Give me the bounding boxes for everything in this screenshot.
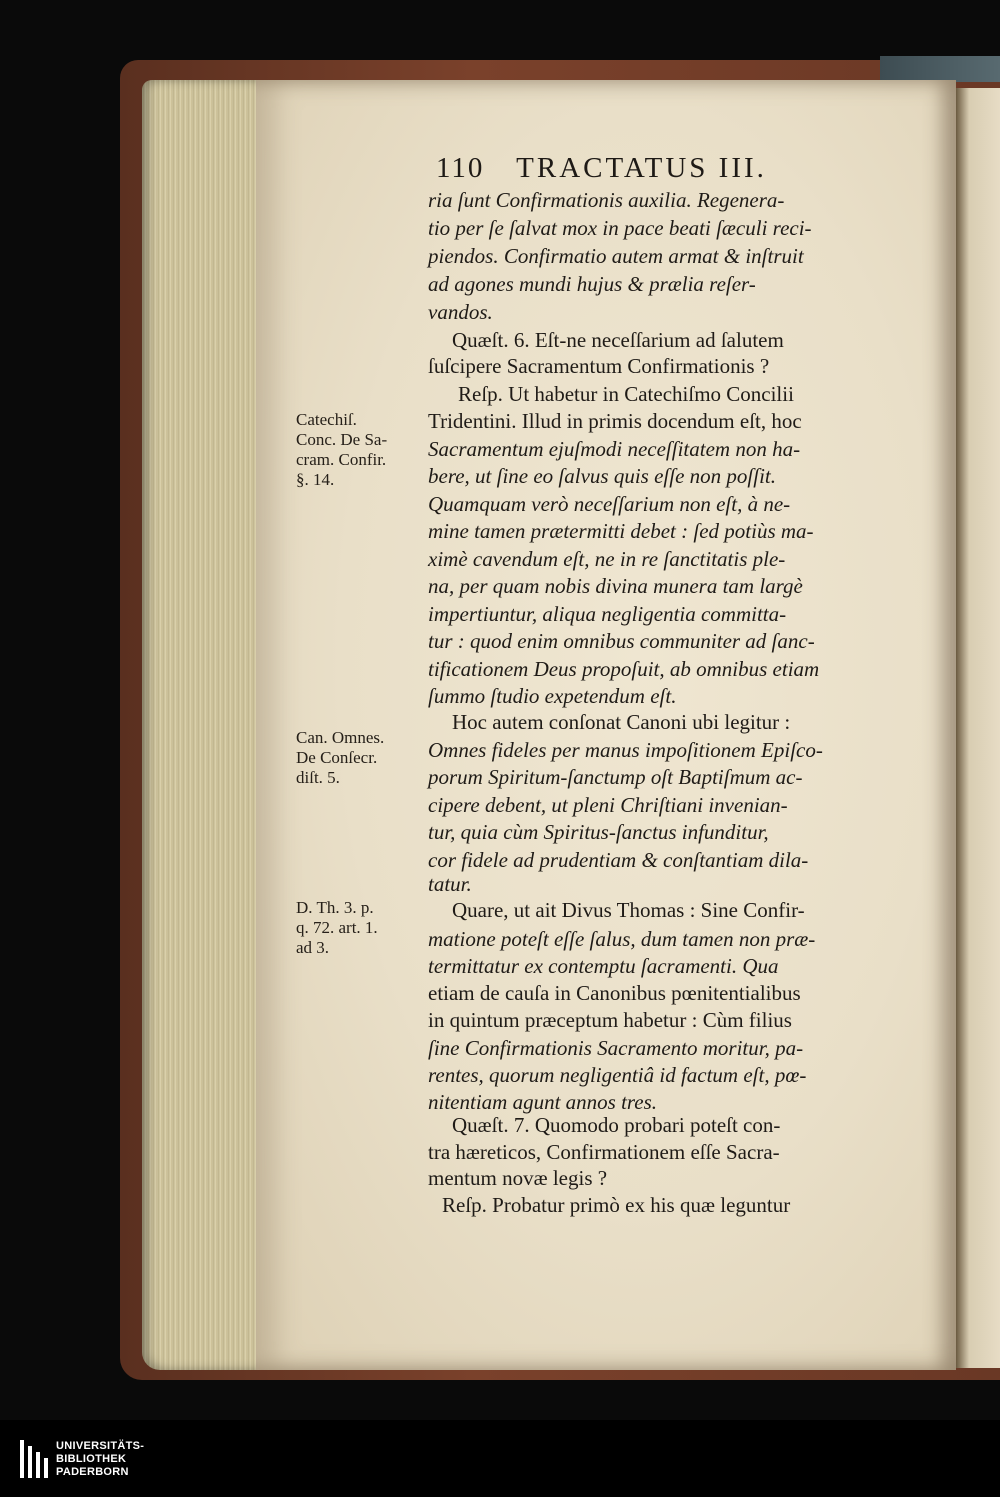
marginal-line: Conc. De Sa- [296,430,388,449]
text-line: in quintum præceptum habetur : Cùm filius [428,1008,792,1032]
text-line: cor fidele ad prudentiam & conſtantiam dila- [428,848,809,872]
text-line: matione poteſt eſſe ſalus, dum tamen non præ- [428,927,816,951]
text-line: na, per quam nobis divina munera tam largè [428,574,803,598]
text-line: Reſp. Ut habetur in Catechiſmo Concilii [458,382,794,406]
text-line: nitentiam agunt annos tres. [428,1090,658,1114]
text-line: termittatur ex contemptu ſacramenti. Qua [428,954,779,978]
marginal-note [296,898,378,958]
text-line: Sacramentum ejuſmodi neceſſitatem non ha- [428,437,801,461]
text-line: impertiuntur, aliqua negligentia committa- [428,602,787,626]
text-line: mentum novæ legis ? [428,1166,608,1190]
text-line: cipere debent, ut pleni Chriſtiani invenian- [428,793,788,817]
marginal-line: De Conſecr. [296,748,378,767]
text-line: ria ſunt Confirmationis auxilia. Regenera- [428,188,785,212]
text-line: ſuſcipere Sacramentum Confirmationis ? [428,354,770,378]
marginal-note [296,728,384,788]
marginal-line: Catechiſ. [296,410,357,429]
text-line: ximè cavendum eſt, ne in re ſanctitatis ple- [428,547,786,571]
text-line: vandos. [428,300,493,324]
text-line: etiam de cauſa in Canonibus pœnitentialibus [428,981,801,1005]
text-line: tio per ſe ſalvat mox in pace beati ſæculi reci- [428,216,812,240]
text-line: tificationem Deus propoſuit, ab omnibus etiam [428,657,820,681]
marginal-line: ad 3. [296,938,330,957]
marginal-line: §. 14. [296,470,335,489]
text-line: Quare, ut ait Divus Thomas : Sine Confir- [452,898,805,922]
marginal-line: cram. Confir. [296,450,387,469]
running-head [436,152,767,185]
text-line: tatur. [428,872,472,896]
facing-page-edge [956,88,1000,1368]
text-line: Tridentini. Illud in primis docendum eſt, hoc [428,409,802,433]
marginal-line: D. Th. 3. p. [296,898,374,917]
library-name-line: BIBLIOTHEK [56,1453,127,1465]
marginal-note [296,410,387,490]
page-block-edge [142,80,260,1370]
text-line: Reſp. Probatur primò ex his quæ leguntur [442,1193,791,1217]
text-line: tur : quod enim omnibus communiter ad ſanc- [428,629,815,653]
cover-edge-right [880,56,1000,82]
text-line: bere, ut ſine eo ſalvus quis eſſe non poſſit. [428,464,776,488]
marginal-line: diſt. 5. [296,768,340,787]
text-line: piendos. Confirmatio autem armat & inſtruit [428,244,804,268]
text-line: tra hæreticos, Confirmationem eſſe Sacra- [428,1140,780,1164]
text-line: mine tamen prætermitti debet : ſed potiùs ma- [428,519,814,543]
text-line: Quamquam verò neceſſarium non eſt, à ne- [428,492,791,516]
footer-bar [0,1420,1000,1497]
text-line: Hoc autem conſonat Canoni ubi legitur : [452,710,791,734]
library-name-line: PADERBORN [56,1466,129,1478]
marginal-line: Can. Omnes. [296,728,385,747]
text-line: tur, quia cùm Spiritus-ſanctus infunditur, [428,820,769,844]
text-line: Quæſt. 6. Eſt-ne neceſſarium ad ſalutem [452,328,784,352]
text-line: ſummo ſtudio expetendum eſt. [428,684,677,708]
library-name-line: UNIVERSITÄTS- [56,1440,145,1452]
text-line: Omnes fideles per manus impoſitionem Epiſco- [428,738,823,762]
text-line: porum Spiritum-ſanctump oſt Baptiſmum ac- [428,765,803,789]
page-number: 110 [436,152,485,184]
text-line: ad agones mundi hujus & prælia reſer- [428,272,756,296]
text-line: ſine Confirmationis Sacramento moritur, pa- [428,1036,804,1060]
library-logo-icon [20,1440,48,1478]
text-line: Quæſt. 7. Quomodo probari poteſt con- [452,1113,781,1137]
text-line: rentes, quorum negligentiâ id factum eſt, pœ- [428,1063,807,1087]
marginal-line: q. 72. art. 1. [296,918,378,937]
library-name [56,1440,144,1479]
running-title: TRACTATUS III. [516,152,767,184]
